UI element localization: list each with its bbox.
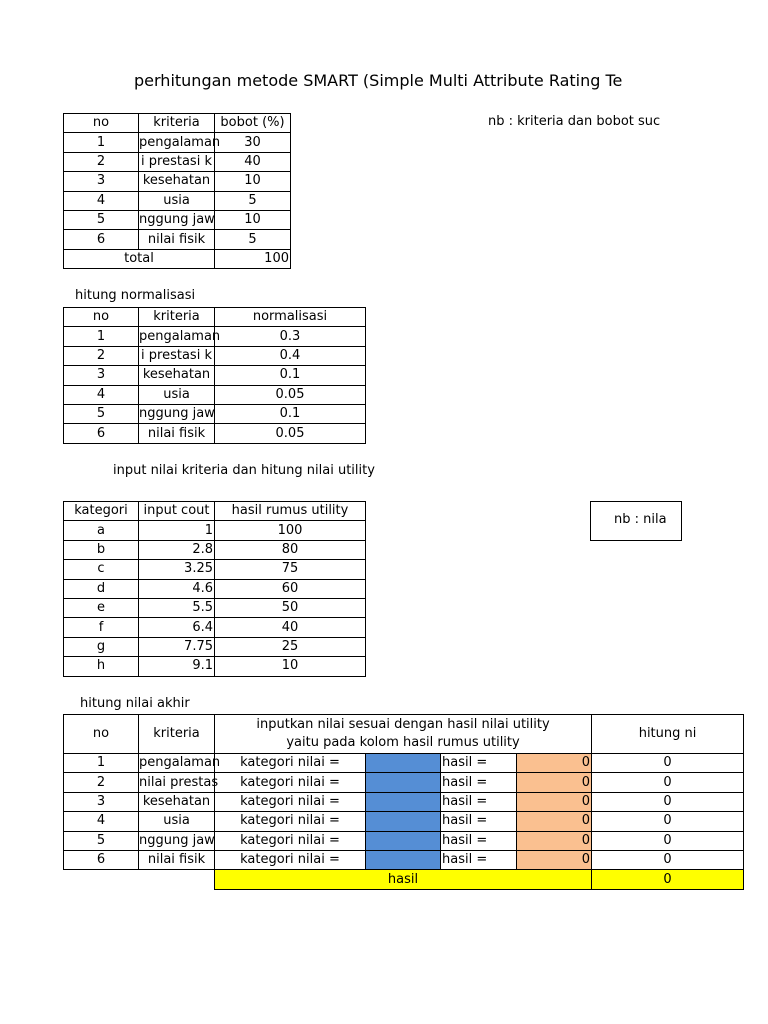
cell-kategori-label[interactable]: kategori nilai = — [215, 850, 366, 869]
cell-utility[interactable]: 75 — [215, 560, 366, 579]
table-header-row — [64, 715, 744, 754]
table-row — [64, 424, 366, 443]
header-hasil-utility[interactable]: hasil rumus utility — [215, 502, 366, 521]
cell-hitung[interactable]: 0 — [592, 754, 744, 773]
cell-kriteria[interactable]: pengalaman — [139, 754, 215, 773]
header-hitung[interactable]: hitung ni — [592, 715, 744, 754]
cell-utility[interactable]: 10 — [215, 657, 366, 676]
table-header-row — [64, 502, 366, 521]
cell-bobot[interactable]: 40 — [215, 152, 291, 171]
cell-kategori-label[interactable]: kategori nilai = — [215, 792, 366, 811]
table-row — [64, 133, 291, 152]
cell-no[interactable]: 3 — [64, 366, 139, 385]
cell-kriteria[interactable]: nilai fisik — [139, 424, 215, 443]
header-input-line1: inputkan nilai sesuai dengan hasil nilai utility — [256, 717, 550, 732]
cell-kriteria[interactable]: nggung jaw — [139, 404, 215, 423]
cell-input[interactable]: 1 — [139, 521, 215, 540]
cell-kriteria[interactable]: usia — [139, 385, 215, 404]
cell-normalisasi[interactable]: 0.1 — [215, 366, 366, 385]
header-normalisasi[interactable]: normalisasi — [215, 308, 366, 327]
header-kriteria[interactable]: kriteria — [139, 308, 215, 327]
cell-no[interactable]: 1 — [64, 327, 139, 346]
kategori-input-cell[interactable] — [366, 831, 441, 850]
table-row — [64, 579, 366, 598]
cell-kriteria[interactable]: usia — [139, 191, 215, 210]
cell-kategori-label[interactable]: kategori nilai = — [215, 831, 366, 850]
utility-caption: input nilai kriteria dan hitung nilai utility — [113, 463, 375, 478]
header-kriteria[interactable]: kriteria — [139, 114, 215, 133]
cell-hasil-label[interactable]: hasil = — [441, 812, 517, 831]
page-title: perhitungan metode SMART (Simple Multi Attribute Rating Te — [134, 71, 623, 90]
kategori-input-cell[interactable] — [366, 812, 441, 831]
cell-normalisasi[interactable]: 0.05 — [215, 424, 366, 443]
cell-kategori[interactable]: c — [64, 560, 139, 579]
cell-input[interactable]: 7.75 — [139, 637, 215, 656]
cell-input[interactable]: 4.6 — [139, 579, 215, 598]
note-box-text: nb : nila — [614, 512, 667, 527]
cell-kriteria[interactable]: pengalaman — [139, 327, 215, 346]
cell-hasil-value[interactable]: 0 — [517, 812, 592, 831]
cell-hasil-label[interactable]: hasil = — [441, 792, 517, 811]
cell-kriteria[interactable]: usia — [139, 812, 215, 831]
table-row — [64, 831, 744, 850]
cell-utility[interactable]: 50 — [215, 598, 366, 617]
cell-no[interactable]: 6 — [64, 230, 139, 249]
cell-kategori[interactable]: d — [64, 579, 139, 598]
header-no[interactable]: no — [64, 715, 139, 754]
header-input-instruction[interactable] — [215, 715, 592, 754]
table-row — [64, 792, 744, 811]
cell-no[interactable]: 2 — [64, 346, 139, 365]
header-kriteria[interactable]: kriteria — [139, 715, 215, 754]
cell-bobot[interactable]: 10 — [215, 210, 291, 229]
cell-normalisasi[interactable]: 0.1 — [215, 404, 366, 423]
cell-bobot[interactable]: 5 — [215, 191, 291, 210]
table-row — [64, 773, 744, 792]
hasil-label-cell[interactable]: hasil — [215, 870, 592, 889]
empty-cell — [64, 870, 139, 889]
cell-utility[interactable]: 80 — [215, 540, 366, 559]
cell-kriteria[interactable]: i prestasi k — [139, 346, 215, 365]
table-row — [64, 327, 366, 346]
hasil-row — [64, 870, 744, 889]
cell-input[interactable]: 5.5 — [139, 598, 215, 617]
header-no[interactable]: no — [64, 308, 139, 327]
cell-kategori-label[interactable]: kategori nilai = — [215, 812, 366, 831]
table-row — [64, 152, 291, 171]
kategori-input-cell[interactable] — [366, 773, 441, 792]
cell-bobot[interactable]: 5 — [215, 230, 291, 249]
cell-no[interactable]: 4 — [64, 191, 139, 210]
cell-kriteria[interactable]: i prestasi k — [139, 152, 215, 171]
cell-hitung[interactable]: 0 — [592, 812, 744, 831]
table-header-row — [64, 308, 366, 327]
nilai-akhir-table — [63, 714, 744, 890]
table-row — [64, 637, 366, 656]
table-row — [64, 385, 366, 404]
hasil-value-cell[interactable]: 0 — [592, 870, 744, 889]
cell-input[interactable]: 3.25 — [139, 560, 215, 579]
cell-input[interactable]: 6.4 — [139, 618, 215, 637]
cell-kategori[interactable]: h — [64, 657, 139, 676]
cell-kategori[interactable]: e — [64, 598, 139, 617]
cell-hasil-label[interactable]: hasil = — [441, 773, 517, 792]
utility-table — [63, 501, 366, 677]
cell-no[interactable]: 3 — [64, 172, 139, 191]
table-row — [64, 754, 744, 773]
cell-hasil-value[interactable]: 0 — [517, 831, 592, 850]
table-row — [64, 366, 366, 385]
cell-utility[interactable]: 25 — [215, 637, 366, 656]
kategori-input-cell[interactable] — [366, 754, 441, 773]
cell-no[interactable]: 3 — [64, 792, 139, 811]
cell-no[interactable]: 2 — [64, 773, 139, 792]
cell-no[interactable]: 6 — [64, 424, 139, 443]
cell-no[interactable]: 4 — [64, 385, 139, 404]
cell-hasil-value[interactable]: 0 — [517, 773, 592, 792]
cell-hasil-label[interactable]: hasil = — [441, 754, 517, 773]
cell-kategori[interactable]: f — [64, 618, 139, 637]
cell-no[interactable]: 6 — [64, 850, 139, 869]
note-box — [590, 501, 682, 541]
table-row — [64, 210, 291, 229]
kategori-input-cell[interactable] — [366, 850, 441, 869]
total-row — [64, 249, 291, 268]
cell-no[interactable]: 5 — [64, 404, 139, 423]
header-bobot[interactable]: bobot (%) — [215, 114, 291, 133]
header-no[interactable]: no — [64, 114, 139, 133]
header-kategori[interactable]: kategori — [64, 502, 139, 521]
cell-input[interactable]: 2.8 — [139, 540, 215, 559]
cell-bobot[interactable]: 10 — [215, 172, 291, 191]
cell-hasil-label[interactable]: hasil = — [441, 850, 517, 869]
cell-kriteria[interactable]: nilai prestas — [139, 773, 215, 792]
normalisasi-table — [63, 307, 366, 444]
cell-input[interactable]: 9.1 — [139, 657, 215, 676]
table-row — [64, 191, 291, 210]
cell-utility[interactable]: 100 — [215, 521, 366, 540]
cell-kategori-label[interactable]: kategori nilai = — [215, 773, 366, 792]
normalisasi-caption: hitung normalisasi — [75, 288, 196, 303]
table-row — [64, 404, 366, 423]
total-value[interactable]: 100 — [215, 249, 291, 268]
table-row — [64, 346, 366, 365]
cell-kriteria[interactable]: nggung jaw — [139, 210, 215, 229]
cell-hasil-value[interactable]: 0 — [517, 792, 592, 811]
cell-kategori[interactable]: a — [64, 521, 139, 540]
cell-no[interactable]: 5 — [64, 210, 139, 229]
cell-kategori[interactable]: g — [64, 637, 139, 656]
total-label[interactable]: total — [64, 249, 215, 268]
cell-kategori[interactable]: b — [64, 540, 139, 559]
table-row — [64, 812, 744, 831]
cell-hasil-label[interactable]: hasil = — [441, 831, 517, 850]
cell-hasil-value[interactable]: 0 — [517, 754, 592, 773]
table-row — [64, 521, 366, 540]
cell-normalisasi[interactable]: 0.3 — [215, 327, 366, 346]
table-row — [64, 540, 366, 559]
cell-no[interactable]: 4 — [64, 812, 139, 831]
kategori-input-cell[interactable] — [366, 792, 441, 811]
cell-no[interactable]: 1 — [64, 133, 139, 152]
note-criteria: nb : kriteria dan bobot suc — [488, 114, 661, 129]
empty-cell — [139, 870, 215, 889]
cell-kriteria[interactable]: nilai fisik — [139, 230, 215, 249]
cell-kriteria[interactable]: kesehatan — [139, 172, 215, 191]
cell-kriteria[interactable]: kesehatan — [139, 366, 215, 385]
cell-hasil-value[interactable]: 0 — [517, 850, 592, 869]
cell-hitung[interactable]: 0 — [592, 792, 744, 811]
table-row — [64, 560, 366, 579]
bobot-table — [63, 113, 291, 269]
cell-utility[interactable]: 40 — [215, 618, 366, 637]
table-row — [64, 598, 366, 617]
cell-bobot[interactable]: 30 — [215, 133, 291, 152]
cell-kriteria[interactable]: nilai fisik — [139, 850, 215, 869]
cell-kriteria[interactable]: nggung jaw — [139, 831, 215, 850]
table-row — [64, 850, 744, 869]
cell-hitung[interactable]: 0 — [592, 773, 744, 792]
cell-normalisasi[interactable]: 0.05 — [215, 385, 366, 404]
cell-utility[interactable]: 60 — [215, 579, 366, 598]
table-row — [64, 618, 366, 637]
cell-kategori-label[interactable]: kategori nilai = — [215, 754, 366, 773]
cell-kriteria[interactable]: kesehatan — [139, 792, 215, 811]
table-header-row — [64, 114, 291, 133]
header-input-line2: yaitu pada kolom hasil rumus utility — [286, 735, 520, 750]
akhir-caption: hitung nilai akhir — [80, 696, 190, 711]
header-input-cout[interactable]: input cout — [139, 502, 215, 521]
table-row — [64, 172, 291, 191]
cell-kriteria[interactable]: pengalaman — [139, 133, 215, 152]
cell-hitung[interactable]: 0 — [592, 831, 744, 850]
cell-no[interactable]: 1 — [64, 754, 139, 773]
cell-hitung[interactable]: 0 — [592, 850, 744, 869]
table-row — [64, 657, 366, 676]
table-row — [64, 230, 291, 249]
cell-normalisasi[interactable]: 0.4 — [215, 346, 366, 365]
cell-no[interactable]: 5 — [64, 831, 139, 850]
cell-no[interactable]: 2 — [64, 152, 139, 171]
